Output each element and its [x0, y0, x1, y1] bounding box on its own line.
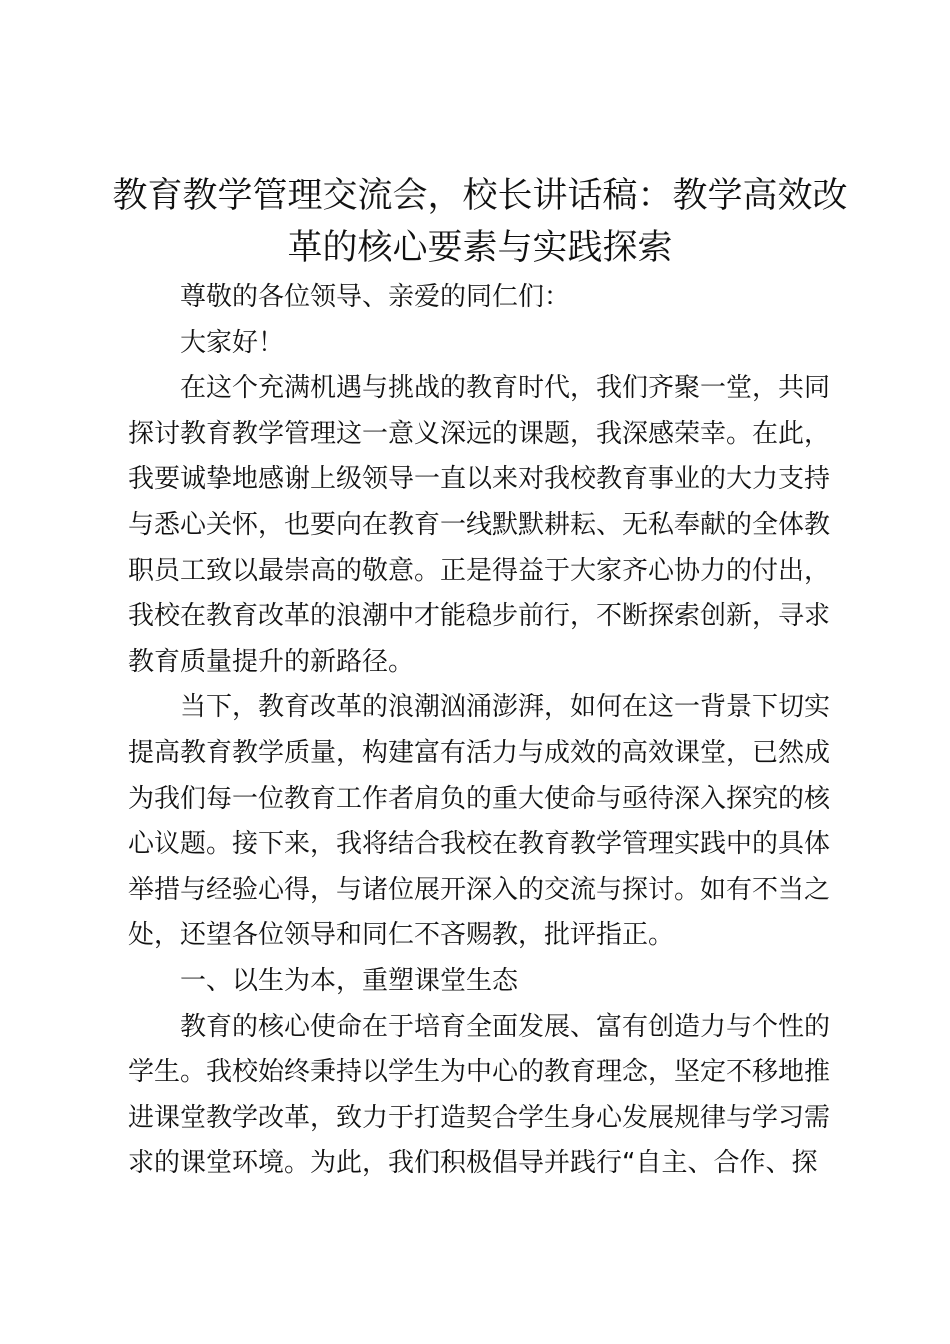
document-title: 教育教学管理交流会，校长讲话稿：教学高效改革的核心要素与实践探索: [112, 176, 848, 268]
document-body: [128, 275, 830, 1187]
greeting: 大家好！: [180, 327, 285, 358]
section-paragraph: 教育的核心使命在于培育全面发展、富有创造力与个性的学生。我校始终秉持以学生为中心的教育理念，坚定不移地推进课堂教学改革，致力于打造契合学生身心发展规律与学习需求的课堂环境。为此，我们积极倡导并践行“自主、合作、探: [128, 1011, 831, 1179]
section-heading: 一、以生为本，重塑课堂生态: [180, 965, 519, 996]
salutation: 尊敬的各位领导、亲爱的同仁们：: [180, 282, 571, 312]
paragraph-intro: 在这个充满机遇与挑战的教育时代，我们齐聚一堂，共同探讨教育教学管理这一意义深远的课题，我深感荣幸。在此，我要诚挚地感谢上级领导一直以来对我校教育事业的大力支持与悉心关怀，也要向在教育一线默默耕耘、无私奉献的全体教职员工致以最崇高的敬意。正是得益于大家齐心协力的付出，我校在教育改革的浪潮中才能稳步前行，不断探索创新，寻求教育质量提升的新路径。: [128, 373, 831, 677]
paragraph-context: 当下，教育改革的浪潮汹涌澎湃，如何在这一背景下切实提高教育教学质量，构建富有活力与成效的高效课堂，已然成为我们每一位教育工作者肩负的重大使命与亟待深入探究的核心议题。接下来，我将结合我校在教育教学管理实践中的具体举措与经验心得，与诸位展开深入的交流与探讨。如有不当之处，还望各位领导和同仁不吝赐教，批评指正。: [128, 692, 831, 951]
